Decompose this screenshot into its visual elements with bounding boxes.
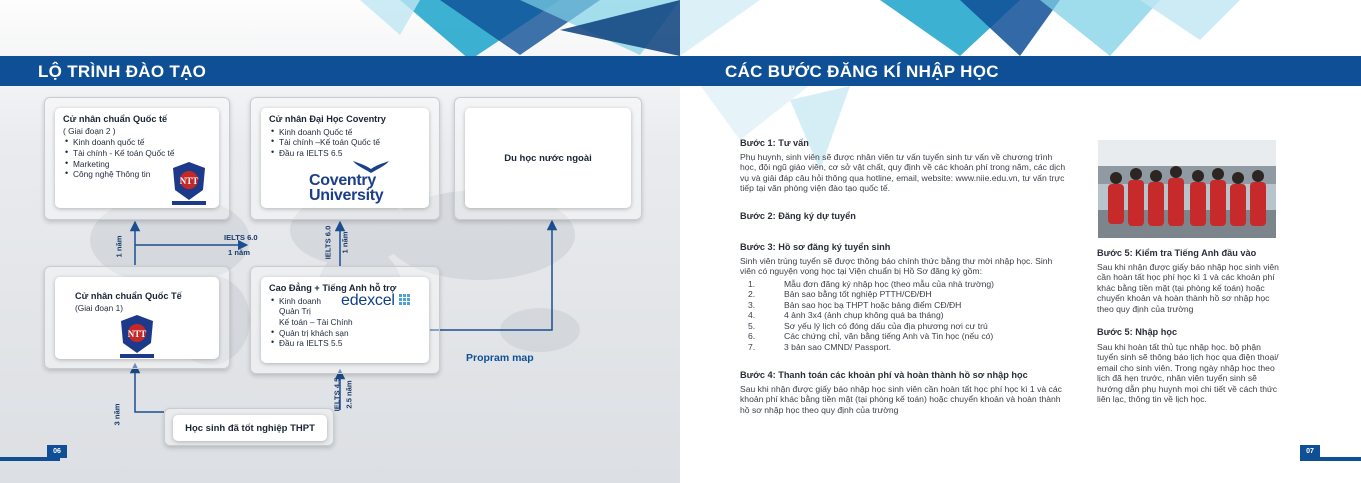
duration-label: 1 năm bbox=[114, 235, 124, 258]
list-item: • Kinh doanh Quốc tế bbox=[269, 127, 421, 138]
step1-title: Bước 1: Tư vấn bbox=[740, 138, 809, 148]
ntt-university-logo-icon bbox=[169, 160, 209, 206]
stage2-card bbox=[55, 108, 219, 208]
step3-title: Bước 3: Hồ sơ đăng ký tuyển sinh bbox=[740, 242, 891, 252]
list-item bbox=[740, 279, 1070, 289]
study-abroad-card bbox=[465, 108, 631, 208]
duration-label: 1 năm bbox=[228, 248, 250, 257]
stage1-box bbox=[44, 266, 230, 369]
list-text: 3 bản sao CMND/ Passport. bbox=[784, 341, 891, 352]
college-title: Cao Đẳng + Tiếng Anh hỗ trợ bbox=[269, 283, 397, 293]
list-item: • Đầu ra IELTS 6.5 bbox=[269, 148, 421, 159]
highschool-title: Học sinh đã tốt nghiệp THPT bbox=[185, 423, 315, 434]
list-item: • Đầu ra IELTS 5.5 bbox=[269, 338, 421, 349]
coventry-title: Cử nhân Đại Học Coventry bbox=[269, 114, 386, 124]
svg-text:NTT: NTT bbox=[179, 176, 199, 186]
list-item bbox=[740, 342, 1070, 352]
list-item: • Tài chính –Kế toán Quốc tế bbox=[269, 137, 421, 148]
list-number: 1. bbox=[748, 279, 756, 289]
coventry-logo-line1: Coventry bbox=[309, 172, 376, 189]
list-item: • Kinh doanh quốc tế bbox=[63, 137, 211, 148]
edexcel-logo-text: edexcel bbox=[341, 292, 395, 309]
edexcel-squares-icon bbox=[399, 294, 411, 306]
highschool-card bbox=[173, 415, 327, 441]
ielts-label: IELTS 6.0 bbox=[323, 225, 333, 260]
list-item bbox=[740, 331, 1070, 341]
list-number: 2. bbox=[748, 289, 756, 300]
study-abroad-title: Du học nước ngoài bbox=[504, 153, 592, 164]
list-number: 6. bbox=[748, 331, 756, 342]
list-item: • Marketing bbox=[63, 159, 211, 170]
list-number: 3. bbox=[748, 299, 756, 310]
step5-english-test-text: Sau khi nhận được giấy báo nhập học sinh viên cần hoàn tất học phí học kì 1 và các khoản phí khác bằng tiền mặt (tại phòng kế toán) hoặc chuyển khoản và hoàn thành hồ sơ nhập học theo quy định của trường bbox=[1097, 262, 1279, 314]
left-page bbox=[0, 0, 680, 483]
list-text: Các chứng chỉ, văn bằng tiếng Anh và Tin học (nếu có) bbox=[784, 331, 994, 342]
stage1-subtitle: (Giai đoạn 1) bbox=[75, 302, 123, 313]
edexcel-logo bbox=[341, 291, 411, 311]
duration-label: 1 năm bbox=[340, 231, 350, 254]
duration-label: 3 năm bbox=[112, 403, 122, 426]
svg-text:NTT: NTT bbox=[127, 329, 147, 339]
right-page bbox=[680, 0, 1361, 483]
college-card bbox=[261, 277, 429, 363]
step5-english-test-title: Bước 5: Kiểm tra Tiếng Anh đầu vào bbox=[1097, 248, 1257, 258]
list-text: Bản sao bằng tốt nghiệp PTTH/CĐ/ĐH bbox=[784, 289, 932, 300]
step3-documents-list bbox=[740, 279, 1070, 352]
highschool-box bbox=[164, 408, 334, 446]
ielts-label: IELTS 6.0 bbox=[224, 233, 258, 242]
list-number: 5. bbox=[748, 320, 756, 331]
step4-title: Bước 4: Thanh toán các khoản phí và hoàn thành hồ sơ nhập học bbox=[740, 370, 1028, 380]
step3-text: Sinh viên trúng tuyển sẽ được thông báo chính thức bằng thư mời nhập học. Sinh viên có nguyện vọng học tại Viện chuẩn bị Hồ Sơ đăng ký gồm: bbox=[740, 256, 1053, 277]
study-abroad-box bbox=[454, 97, 642, 220]
step5-enrollment-text: Sau khi hoàn tất thủ tục nhập học. bộ phận tuyển sinh sẽ thông báo lịch học qua điện thoại/ email cho sinh viên. Trong ngày nhập học theo lịch đã hẹn trước, nhân viên tuyển sinh sẽ hướng dẫn phụ huynh mọi chi tiết về cách thức liên lạc, thông tin về lịch học. bbox=[1097, 342, 1279, 405]
page-number: 07 bbox=[1300, 445, 1320, 458]
duration-label: 2.5 năm bbox=[344, 380, 354, 409]
stage2-box bbox=[44, 97, 230, 220]
stage1-card bbox=[55, 277, 219, 359]
stage1-title: Cử nhân chuẩn Quốc Tế bbox=[75, 291, 182, 301]
list-item: • Công nghệ Thông tin bbox=[63, 169, 211, 180]
coventry-logo-line2: University bbox=[309, 186, 384, 204]
list-text: Bản sao học bạ THPT hoặc bảng điểm CĐ/ĐH bbox=[784, 299, 962, 310]
list-number: 7. bbox=[748, 341, 756, 352]
list-text: Sơ yếu lý lịch có đóng dấu của địa phương nơi cư trú bbox=[784, 320, 988, 331]
coventry-box bbox=[250, 97, 440, 220]
coventry-list bbox=[269, 127, 421, 159]
step5-enrollment-title: Bước 5: Nhập học bbox=[1097, 327, 1178, 337]
coventry-logo bbox=[309, 174, 383, 203]
stage2-title: Cử nhân chuẩn Quốc tế bbox=[63, 114, 168, 124]
stage2-subtitle: ( Giai đoạn 2 ) bbox=[63, 125, 116, 136]
list-text: 4 ảnh 3x4 (ảnh chụp không quá ba tháng) bbox=[784, 310, 944, 321]
college-box bbox=[250, 266, 440, 374]
students-photo bbox=[1098, 140, 1276, 238]
list-number: 4. bbox=[748, 310, 756, 321]
list-item bbox=[740, 310, 1070, 320]
list-item bbox=[740, 289, 1070, 299]
list-item bbox=[740, 300, 1070, 310]
page-title: CÁC BƯỚC ĐĂNG KÍ NHẬP HỌC bbox=[680, 56, 1361, 86]
page-number: 06 bbox=[47, 445, 67, 458]
list-item: • Kinh doanh Quản Trị Kế toán – Tài Chính bbox=[269, 296, 421, 328]
list-item bbox=[740, 321, 1070, 331]
list-item: • Quản trị khách sạn bbox=[269, 328, 421, 339]
step1-text: Phụ huynh, sinh viên sẽ được nhân viên tư vấn tuyển sinh tư vấn về chương trình học, đội ngũ giáo viên, cơ sở vật chất, quy định về các khoản phí trong năm, các dịch vụ và giải đáp câu hỏi thông qua hotline, email, website: www.niie.edu.vn, tư vấn trực tiếp tại văn phòng viện đào tạo quốc tế. bbox=[740, 152, 1066, 194]
step4-text: Sau khi nhận được giấy báo nhập học sinh viên cần hoàn tất học phí học kì 1 và các khoản phí khác bằng tiền mặt (tại phòng kế toán) hoặc chuyển khoản và hoàn thành hồ sơ nhập học theo quy định của trường bbox=[740, 384, 1062, 415]
ielts-label: IELTS 4.5 bbox=[332, 377, 342, 412]
program-map-caption: Propram map bbox=[466, 352, 534, 364]
coventry-card bbox=[261, 108, 429, 208]
page-title: LỘ TRÌNH ĐÀO TẠO bbox=[0, 56, 680, 86]
step2-title: Bước 2: Đăng ký dự tuyển bbox=[740, 211, 856, 221]
ntt-university-logo-icon bbox=[117, 313, 157, 359]
list-item: • Tài chính - Kế toán Quốc tế bbox=[63, 148, 211, 159]
list-text: Mẫu đơn đăng ký nhập học (theo mẫu của nhà trường) bbox=[784, 279, 995, 289]
